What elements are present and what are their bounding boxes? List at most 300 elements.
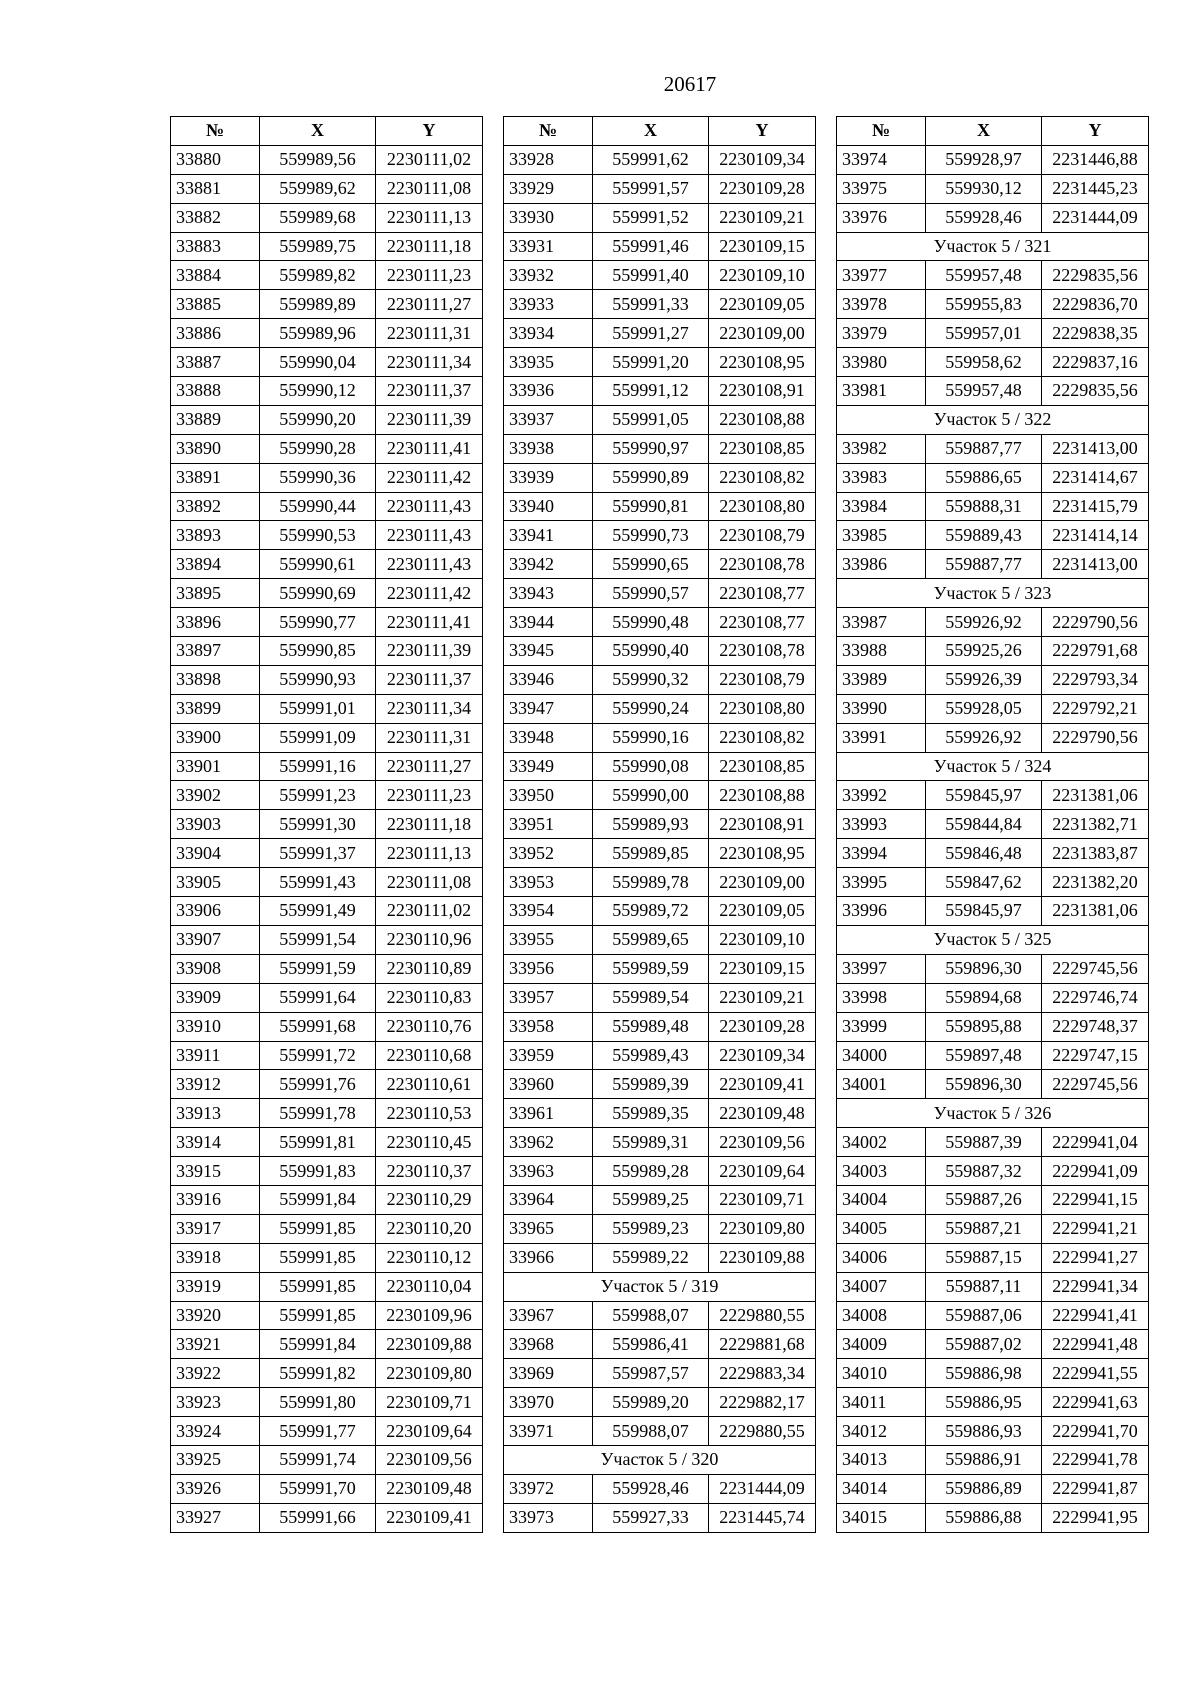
- cell-y: 2230110,12: [376, 1243, 483, 1272]
- cell-x: 559991,74: [260, 1445, 376, 1474]
- header-num: №: [837, 117, 926, 146]
- cell-num: 33954: [504, 897, 593, 926]
- table-row: [837, 723, 1149, 752]
- table-row: [171, 810, 483, 839]
- cell-y: 2230108,79: [709, 665, 816, 694]
- cell-x: 559989,96: [260, 319, 376, 348]
- cell-x: 559991,40: [593, 261, 709, 290]
- table-row: [837, 1417, 1149, 1446]
- cell-y: 2230108,85: [709, 434, 816, 463]
- cell-y: 2231381,06: [1042, 897, 1149, 926]
- cell-x: 559991,12: [593, 377, 709, 406]
- table-row: [171, 550, 483, 579]
- cell-num: 33904: [171, 839, 260, 868]
- cell-y: 2229748,37: [1042, 1012, 1149, 1041]
- cell-y: 2230108,80: [709, 694, 816, 723]
- cell-num: 33984: [837, 492, 926, 521]
- cell-num: 33926: [171, 1474, 260, 1503]
- cell-y: 2230109,80: [709, 1214, 816, 1243]
- header-x: X: [926, 117, 1042, 146]
- cell-x: 559989,22: [593, 1243, 709, 1272]
- cell-y: 2229745,56: [1042, 954, 1149, 983]
- cell-num: 33922: [171, 1359, 260, 1388]
- table-row: [837, 665, 1149, 694]
- table-row: [504, 1157, 816, 1186]
- table-row: [504, 1214, 816, 1243]
- table-row: [837, 1041, 1149, 1070]
- cell-num: 33933: [504, 290, 593, 319]
- cell-x: 559991,37: [260, 839, 376, 868]
- cell-x: 559990,97: [593, 434, 709, 463]
- table-row: [837, 550, 1149, 579]
- cell-num: 33989: [837, 665, 926, 694]
- cell-x: 559991,84: [260, 1185, 376, 1214]
- cell-num: 33951: [504, 810, 593, 839]
- cell-y: 2230111,37: [376, 665, 483, 694]
- cell-y: 2230109,05: [709, 897, 816, 926]
- section-row: [837, 925, 1149, 954]
- table-header-row: [171, 117, 483, 146]
- table-row: [171, 1243, 483, 1272]
- cell-x: 559895,88: [926, 1012, 1042, 1041]
- cell-num: 33934: [504, 319, 593, 348]
- section-title: Участок 5 / 323: [837, 579, 1149, 608]
- cell-x: 559928,97: [926, 145, 1042, 174]
- cell-x: 559986,41: [593, 1330, 709, 1359]
- cell-x: 559989,48: [593, 1012, 709, 1041]
- cell-x: 559989,25: [593, 1185, 709, 1214]
- cell-y: 2230111,43: [376, 521, 483, 550]
- table-row: [171, 232, 483, 261]
- cell-y: 2229941,27: [1042, 1243, 1149, 1272]
- cell-y: 2230110,68: [376, 1041, 483, 1070]
- cell-x: 559928,46: [926, 203, 1042, 232]
- table-row: [504, 145, 816, 174]
- cell-num: 33970: [504, 1388, 593, 1417]
- cell-y: 2229941,95: [1042, 1503, 1149, 1532]
- section-title: Участок 5 / 326: [837, 1099, 1149, 1128]
- cell-x: 559989,56: [260, 145, 376, 174]
- cell-y: 2230111,02: [376, 897, 483, 926]
- table-row: [837, 1214, 1149, 1243]
- section-row: [504, 1445, 816, 1474]
- cell-y: 2230111,27: [376, 290, 483, 319]
- cell-x: 559988,07: [593, 1301, 709, 1330]
- table-row: [837, 261, 1149, 290]
- cell-y: 2229836,70: [1042, 290, 1149, 319]
- cell-x: 559989,78: [593, 868, 709, 897]
- cell-num: 34008: [837, 1301, 926, 1330]
- cell-y: 2230109,00: [709, 868, 816, 897]
- table-row: [837, 1185, 1149, 1214]
- cell-num: 33925: [171, 1445, 260, 1474]
- cell-y: 2229941,15: [1042, 1185, 1149, 1214]
- cell-x: 559886,98: [926, 1359, 1042, 1388]
- cell-x: 559991,01: [260, 694, 376, 723]
- table-row: [171, 665, 483, 694]
- table-row: [171, 897, 483, 926]
- cell-num: 33900: [171, 723, 260, 752]
- cell-y: 2230111,43: [376, 550, 483, 579]
- cell-x: 559990,08: [593, 752, 709, 781]
- cell-num: 33986: [837, 550, 926, 579]
- cell-x: 559991,70: [260, 1474, 376, 1503]
- cell-num: 33920: [171, 1301, 260, 1330]
- cell-x: 559991,85: [260, 1243, 376, 1272]
- cell-y: 2230111,41: [376, 434, 483, 463]
- section-row: [837, 232, 1149, 261]
- cell-y: 2230109,64: [709, 1157, 816, 1186]
- section-row: [837, 1099, 1149, 1128]
- cell-y: 2230109,64: [376, 1417, 483, 1446]
- cell-x: 559887,21: [926, 1214, 1042, 1243]
- cell-y: 2229941,63: [1042, 1388, 1149, 1417]
- cell-x: 559988,07: [593, 1417, 709, 1446]
- cell-x: 559990,32: [593, 665, 709, 694]
- cell-x: 559989,23: [593, 1214, 709, 1243]
- cell-num: 33979: [837, 319, 926, 348]
- table-row: [837, 897, 1149, 926]
- cell-y: 2230108,88: [709, 781, 816, 810]
- cell-y: 2229941,48: [1042, 1330, 1149, 1359]
- table-row: [171, 752, 483, 781]
- cell-x: 559991,46: [593, 232, 709, 261]
- cell-num: 33972: [504, 1474, 593, 1503]
- table-row: [837, 1445, 1149, 1474]
- cell-num: 33886: [171, 319, 260, 348]
- cell-x: 559989,20: [593, 1388, 709, 1417]
- table-row: [504, 463, 816, 492]
- cell-y: 2229882,17: [709, 1388, 816, 1417]
- cell-y: 2229941,87: [1042, 1474, 1149, 1503]
- cell-y: 2230110,37: [376, 1157, 483, 1186]
- table-row: [504, 1041, 816, 1070]
- table-row: [171, 1214, 483, 1243]
- table-row: [504, 290, 816, 319]
- table-row: [837, 1388, 1149, 1417]
- table-row: [171, 1070, 483, 1099]
- cell-x: 559991,62: [593, 145, 709, 174]
- cell-num: 33996: [837, 897, 926, 926]
- cell-x: 559927,33: [593, 1503, 709, 1532]
- cell-x: 559989,89: [260, 290, 376, 319]
- cell-y: 2230111,08: [376, 868, 483, 897]
- cell-num: 33962: [504, 1128, 593, 1157]
- cell-y: 2230109,05: [709, 290, 816, 319]
- cell-x: 559989,59: [593, 954, 709, 983]
- section-row: [837, 405, 1149, 434]
- cell-x: 559987,57: [593, 1359, 709, 1388]
- coordinates-table-3: [836, 116, 1149, 1533]
- cell-y: 2231445,74: [709, 1503, 816, 1532]
- section-row: [504, 1272, 816, 1301]
- cell-num: 34013: [837, 1445, 926, 1474]
- cell-x: 559990,93: [260, 665, 376, 694]
- cell-num: 33919: [171, 1272, 260, 1301]
- header-y: Y: [709, 117, 816, 146]
- table-row: [504, 637, 816, 666]
- cell-y: 2229791,68: [1042, 637, 1149, 666]
- cell-y: 2230108,88: [709, 405, 816, 434]
- section-title: Участок 5 / 322: [837, 405, 1149, 434]
- cell-x: 559991,64: [260, 983, 376, 1012]
- cell-y: 2230108,91: [709, 810, 816, 839]
- table-row: [504, 1503, 816, 1532]
- table-row: [837, 203, 1149, 232]
- table-row: [504, 174, 816, 203]
- cell-num: 33923: [171, 1388, 260, 1417]
- cell-num: 33888: [171, 377, 260, 406]
- cell-num: 34009: [837, 1330, 926, 1359]
- cell-y: 2230111,39: [376, 405, 483, 434]
- cell-num: 33931: [504, 232, 593, 261]
- cell-y: 2230111,34: [376, 348, 483, 377]
- cell-num: 33910: [171, 1012, 260, 1041]
- cell-num: 33988: [837, 637, 926, 666]
- cell-x: 559886,88: [926, 1503, 1042, 1532]
- cell-num: 33973: [504, 1503, 593, 1532]
- table-row: [504, 1243, 816, 1272]
- cell-num: 33952: [504, 839, 593, 868]
- cell-x: 559845,97: [926, 897, 1042, 926]
- table-row: [171, 290, 483, 319]
- table-row: [837, 868, 1149, 897]
- cell-num: 34015: [837, 1503, 926, 1532]
- cell-num: 34001: [837, 1070, 926, 1099]
- cell-x: 559894,68: [926, 983, 1042, 1012]
- cell-num: 33960: [504, 1070, 593, 1099]
- section-title: Участок 5 / 324: [837, 752, 1149, 781]
- cell-x: 559957,48: [926, 261, 1042, 290]
- cell-num: 33993: [837, 810, 926, 839]
- cell-x: 559991,30: [260, 810, 376, 839]
- table-row: [504, 261, 816, 290]
- cell-num: 33905: [171, 868, 260, 897]
- cell-num: 33982: [837, 434, 926, 463]
- table-row: [504, 348, 816, 377]
- cell-x: 559991,81: [260, 1128, 376, 1157]
- cell-x: 559991,68: [260, 1012, 376, 1041]
- cell-y: 2231382,71: [1042, 810, 1149, 839]
- table-row: [504, 752, 816, 781]
- header-num: №: [171, 117, 260, 146]
- cell-y: 2230109,10: [709, 925, 816, 954]
- cell-num: 33978: [837, 290, 926, 319]
- cell-x: 559844,84: [926, 810, 1042, 839]
- cell-y: 2230110,61: [376, 1070, 483, 1099]
- cell-num: 34005: [837, 1214, 926, 1243]
- cell-x: 559926,39: [926, 665, 1042, 694]
- table-row: [504, 550, 816, 579]
- cell-num: 33883: [171, 232, 260, 261]
- table-row: [504, 954, 816, 983]
- cell-x: 559926,92: [926, 723, 1042, 752]
- cell-x: 559991,54: [260, 925, 376, 954]
- cell-y: 2230110,45: [376, 1128, 483, 1157]
- cell-num: 34002: [837, 1128, 926, 1157]
- cell-y: 2230109,80: [376, 1359, 483, 1388]
- table-row: [171, 174, 483, 203]
- cell-x: 559990,16: [593, 723, 709, 752]
- cell-x: 559989,28: [593, 1157, 709, 1186]
- cell-y: 2229941,09: [1042, 1157, 1149, 1186]
- coordinates-table-1: [170, 116, 483, 1533]
- table-row: [837, 1272, 1149, 1301]
- table-row: [504, 579, 816, 608]
- table-row: [837, 1012, 1149, 1041]
- table-row: [171, 1474, 483, 1503]
- cell-y: 2230109,41: [376, 1503, 483, 1532]
- table-row: [504, 492, 816, 521]
- cell-y: 2229746,74: [1042, 983, 1149, 1012]
- cell-x: 559991,76: [260, 1070, 376, 1099]
- cell-num: 33994: [837, 839, 926, 868]
- table-row: [171, 723, 483, 752]
- cell-num: 33976: [837, 203, 926, 232]
- table-row: [837, 348, 1149, 377]
- cell-x: 559990,04: [260, 348, 376, 377]
- table-row: [504, 868, 816, 897]
- table-row: [837, 954, 1149, 983]
- table-row: [504, 1185, 816, 1214]
- table-row: [504, 665, 816, 694]
- cell-x: 559989,54: [593, 983, 709, 1012]
- cell-num: 33941: [504, 521, 593, 550]
- cell-num: 33902: [171, 781, 260, 810]
- cell-num: 33882: [171, 203, 260, 232]
- cell-y: 2230108,78: [709, 637, 816, 666]
- table-row: [171, 637, 483, 666]
- cell-x: 559991,16: [260, 752, 376, 781]
- cell-x: 559887,77: [926, 434, 1042, 463]
- table-row: [171, 608, 483, 637]
- header-x: X: [260, 117, 376, 146]
- cell-y: 2230109,28: [709, 1012, 816, 1041]
- table-row: [504, 1359, 816, 1388]
- cell-y: 2230111,23: [376, 781, 483, 810]
- cell-y: 2230108,80: [709, 492, 816, 521]
- table-row: [171, 1272, 483, 1301]
- cell-y: 2230108,95: [709, 348, 816, 377]
- cell-x: 559887,15: [926, 1243, 1042, 1272]
- cell-x: 559991,52: [593, 203, 709, 232]
- cell-num: 33943: [504, 579, 593, 608]
- cell-num: 33947: [504, 694, 593, 723]
- cell-x: 559990,00: [593, 781, 709, 810]
- table-row: [837, 1128, 1149, 1157]
- table-row: [171, 463, 483, 492]
- cell-y: 2230111,18: [376, 232, 483, 261]
- cell-x: 559991,33: [593, 290, 709, 319]
- table-row: [171, 579, 483, 608]
- table-row: [837, 781, 1149, 810]
- table-row: [837, 434, 1149, 463]
- table-header-row: [504, 117, 816, 146]
- cell-num: 33907: [171, 925, 260, 954]
- cell-x: 559846,48: [926, 839, 1042, 868]
- cell-y: 2230109,15: [709, 954, 816, 983]
- cell-x: 559990,24: [593, 694, 709, 723]
- table-row: [504, 1388, 816, 1417]
- cell-num: 33899: [171, 694, 260, 723]
- cell-y: 2231413,00: [1042, 434, 1149, 463]
- cell-num: 33887: [171, 348, 260, 377]
- cell-y: 2229941,41: [1042, 1301, 1149, 1330]
- table-row: [504, 1099, 816, 1128]
- table-row: [504, 405, 816, 434]
- cell-x: 559928,46: [593, 1474, 709, 1503]
- cell-num: 33981: [837, 377, 926, 406]
- cell-y: 2229941,21: [1042, 1214, 1149, 1243]
- table-row: [171, 1359, 483, 1388]
- cell-y: 2229745,56: [1042, 1070, 1149, 1099]
- cell-x: 559926,92: [926, 608, 1042, 637]
- cell-y: 2231414,14: [1042, 521, 1149, 550]
- cell-num: 33909: [171, 983, 260, 1012]
- cell-x: 559989,93: [593, 810, 709, 839]
- cell-num: 33949: [504, 752, 593, 781]
- cell-y: 2229837,16: [1042, 348, 1149, 377]
- cell-x: 559991,85: [260, 1214, 376, 1243]
- cell-x: 559989,39: [593, 1070, 709, 1099]
- cell-x: 559886,93: [926, 1417, 1042, 1446]
- cell-num: 34014: [837, 1474, 926, 1503]
- table-row: [837, 145, 1149, 174]
- table-row: [171, 521, 483, 550]
- cell-y: 2229790,56: [1042, 723, 1149, 752]
- cell-num: 33983: [837, 463, 926, 492]
- table-row: [171, 694, 483, 723]
- cell-x: 559990,73: [593, 521, 709, 550]
- cell-x: 559955,83: [926, 290, 1042, 319]
- table-row: [171, 1388, 483, 1417]
- cell-x: 559847,62: [926, 868, 1042, 897]
- cell-num: 33917: [171, 1214, 260, 1243]
- cell-y: 2230108,77: [709, 608, 816, 637]
- cell-num: 33957: [504, 983, 593, 1012]
- cell-num: 33998: [837, 983, 926, 1012]
- cell-num: 33946: [504, 665, 593, 694]
- cell-num: 33950: [504, 781, 593, 810]
- cell-x: 559989,43: [593, 1041, 709, 1070]
- cell-y: 2230109,88: [709, 1243, 816, 1272]
- cell-x: 559889,43: [926, 521, 1042, 550]
- cell-y: 2230110,53: [376, 1099, 483, 1128]
- cell-x: 559991,82: [260, 1359, 376, 1388]
- cell-x: 559991,27: [593, 319, 709, 348]
- cell-x: 559887,02: [926, 1330, 1042, 1359]
- cell-num: 33940: [504, 492, 593, 521]
- cell-y: 2230110,04: [376, 1272, 483, 1301]
- table-row: [837, 983, 1149, 1012]
- cell-y: 2230110,20: [376, 1214, 483, 1243]
- cell-num: 33965: [504, 1214, 593, 1243]
- cell-y: 2230111,27: [376, 752, 483, 781]
- cell-x: 559886,65: [926, 463, 1042, 492]
- cell-num: 34010: [837, 1359, 926, 1388]
- cell-y: 2230109,21: [709, 203, 816, 232]
- cell-x: 559957,01: [926, 319, 1042, 348]
- cell-x: 559991,20: [593, 348, 709, 377]
- cell-num: 33911: [171, 1041, 260, 1070]
- cell-y: 2231383,87: [1042, 839, 1149, 868]
- cell-x: 559989,68: [260, 203, 376, 232]
- cell-x: 559991,80: [260, 1388, 376, 1417]
- table-row: [171, 925, 483, 954]
- cell-x: 559991,49: [260, 897, 376, 926]
- table-row: [171, 1099, 483, 1128]
- table-row: [837, 174, 1149, 203]
